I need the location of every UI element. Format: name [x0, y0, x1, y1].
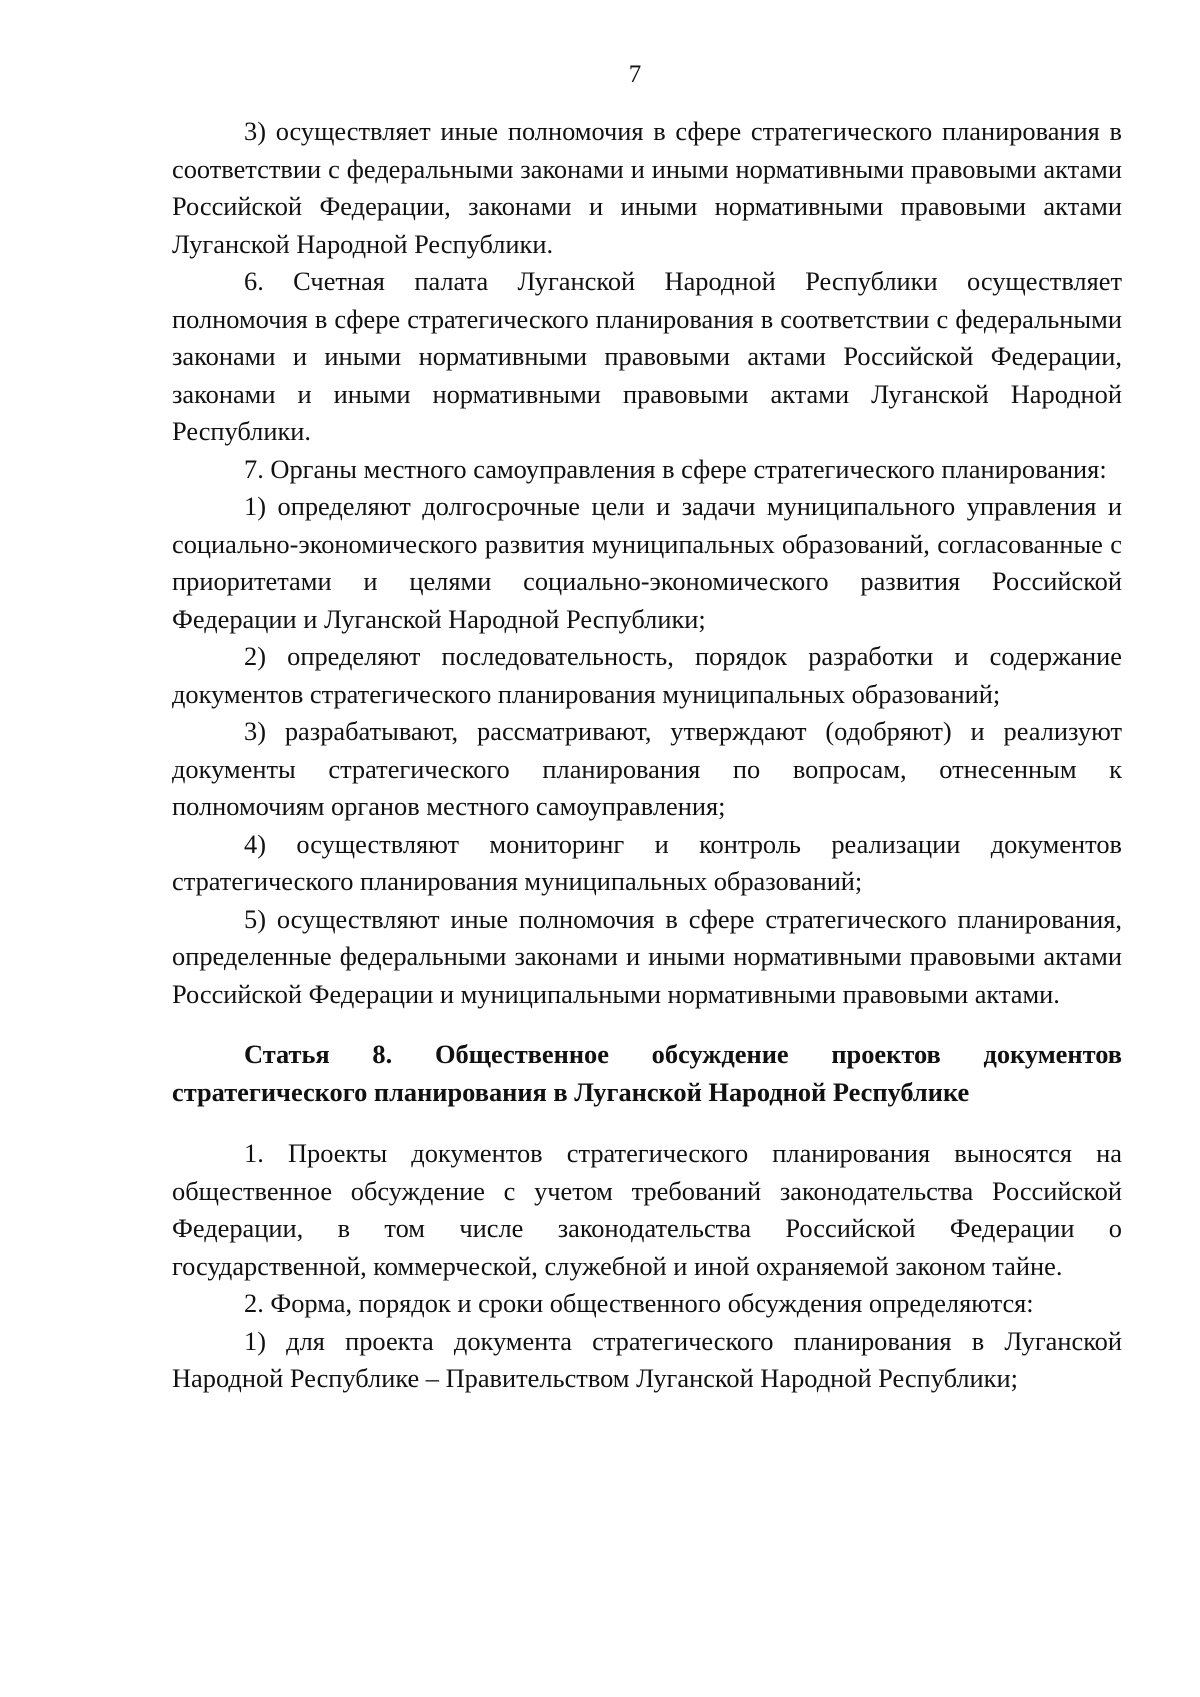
paragraph: 1. Проекты документов стратегического планирования выносятся на общественное обсуждение с учетом требований законодательства Российской Федерации, в том числе законодательства Российской Федерации о государственной, коммерческой, служебной и иной охраняемой законом тайне.	[172, 1138, 1122, 1281]
paragraph: 2. Форма, порядок и сроки общественного обсуждения определяются:	[244, 1288, 1034, 1318]
paragraph: 3) разрабатывают, рассматривают, утверждают (одобряют) и реализуют документы стратегического планирования по вопросам, отнесенным к полномочиям органов местного самоуправления;	[172, 716, 1122, 821]
paragraph: 5) осуществляют иные полномочия в сфере стратегического планирования, определенные федеральными законами и иными нормативными правовыми актами Российской Федерации и муниципальными нормативными правовыми актами.	[172, 903, 1122, 1009]
paragraph: 1) определяют долгосрочные цели и задачи муниципального управления и социально-экономического развития муниципальных образований, согласованные с приоритетами и целями социально-экономического развития Российской Федерации и Луганской Народной Республики;	[172, 491, 1122, 634]
paragraph: 1) для проекта документа стратегического планирования в Луганской Народной Республике – Правительством Луганской Народной Республики;	[172, 1325, 1122, 1393]
paragraph: 2) определяют последовательность, порядок разработки и содержание документов стратегического планирования муниципальных образований;	[172, 641, 1122, 709]
document-body	[172, 113, 1122, 1398]
paragraph: 6. Счетная палата Луганской Народной Республики осуществляет полномочия в сфере стратегического планирования в соответствии с федеральными законами и иными нормативными правовыми актами Российской Федерации, законами и иными нормативными правовыми актами Луганской Народной Республики.	[172, 266, 1122, 446]
paragraph: 3) осуществляет иные полномочия в сфере стратегического планирования в соответствии с федеральными законами и иными нормативными правовыми актами Российской Федерации, законами и иными нормативными правовыми актами Луганской Народной Республики.	[172, 116, 1122, 259]
page-number: 7	[628, 61, 642, 88]
article-heading: Статья 8. Общественное обсуждение проектов документов стратегического планирования в Луганской Народной Республике	[172, 1039, 1122, 1107]
paragraph: 4) осуществляют мониторинг и контроль реализации документов стратегического планирования муниципальных образований;	[172, 828, 1122, 896]
paragraph: 7. Органы местного самоуправления в сфере стратегического планирования:	[244, 453, 1107, 484]
